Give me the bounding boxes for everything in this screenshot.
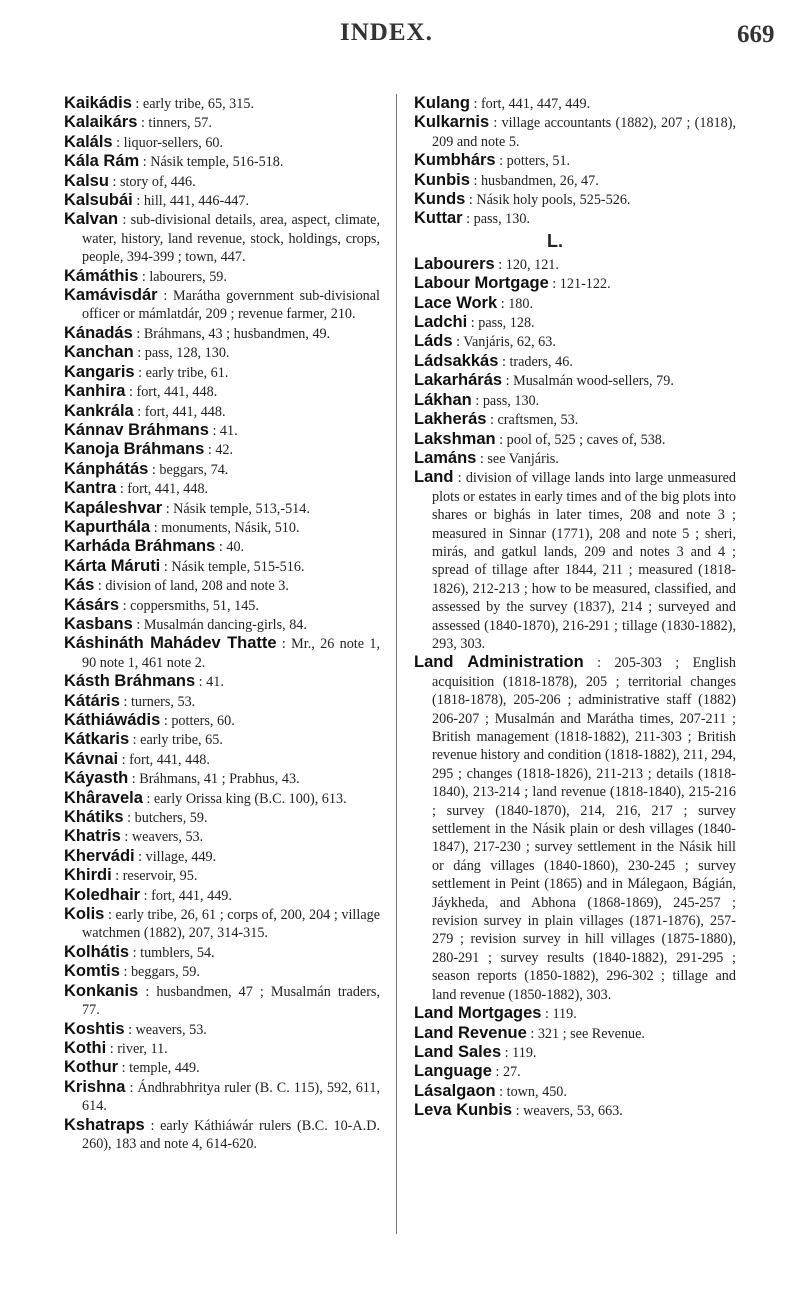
index-headword: Land Mortgages [414, 1004, 542, 1023]
index-headword: Kapáleshvar [64, 498, 163, 517]
index-entry [414, 391, 736, 410]
index-references: : story of, 446. [112, 173, 196, 190]
index-entry [64, 113, 380, 132]
section-letter: L. [547, 230, 563, 251]
index-headword: Kothi [64, 1038, 107, 1057]
index-headword: Koshtis [64, 1019, 125, 1038]
index-entry [64, 1058, 380, 1077]
index-headword: Komtis [64, 962, 120, 981]
index-references: : sub-divisional details, area, aspect, climate, water, history, land revenue, stock, holdings, crops, people, 394-399 ; town, 447. [82, 212, 381, 266]
index-headword: Káshináth Mahádev Thatte [64, 634, 277, 653]
index-references: : beggars, 59. [123, 964, 200, 981]
index-column-right [414, 94, 736, 1121]
index-headword: Krishna [64, 1077, 126, 1096]
index-entry [64, 421, 380, 440]
index-references: : fort, 441, 449. [143, 887, 232, 904]
index-entry [64, 518, 380, 537]
index-headword: Kolhátis [64, 942, 130, 961]
index-references: : labourers, 59. [141, 268, 227, 285]
index-references: : 41. [212, 422, 238, 439]
index-references: : see Vanjáris. [479, 450, 559, 467]
index-entry [64, 615, 380, 634]
index-references: : 180. [500, 295, 534, 312]
index-references: : fort, 441, 447, 449. [473, 96, 591, 112]
index-references: : early Orissa king (B.C. 100), 613. [146, 790, 347, 807]
index-entry [64, 324, 380, 343]
index-headword: Kanhira [64, 382, 126, 401]
index-headword: Kátkaris [64, 730, 130, 749]
index-entry [414, 371, 736, 390]
index-references: : town, 450. [499, 1083, 567, 1100]
column-divider [396, 94, 397, 1234]
index-references: : division of village lands into large unmeasured plots or estates in early times and of the big plots into shares or bighás in later times, 208 and note 3 ; measured in Sinnar (1771), 208 and note 5 ; sheri, mirás, and gatkul lands, 209 and notes 3 and 4 ; spread of tillage after 1844, 211 ; measured (1818-1826), 212-213 ; how to be measured, classified, and assessed by the survey (1837), 214 ; surveyed and assessed (1840-1870), 216-291 ; tillage (1830-1882), 293, 303. [432, 470, 736, 652]
index-headword: Kalsubái [64, 191, 133, 210]
index-references: : weavers, 53, 663. [515, 1103, 623, 1120]
index-references: : tumblers, 54. [132, 944, 215, 961]
index-references: : 205-303 ; English acquisition (1818-1878), 205 ; territorial changes (1818-1878), 205-206 ; administrative staff (1882) 206-207 ; Musalmán and Marátha times, 207-211 ; British management (1818-1882), 211-303 ; British revenue history and condition (1818-1882), 211, 294, 295 ; changes (1818-1826), 211-213 ; details (1818-1840), 213-214 ; land revenue (1818-1840), 215-216 ; survey (1840-1870), 214, 216, 217 ; survey settlement in the Násik plain or desh villages (1840-1847), 217-230 ; survey settlement in the Násik hill or dáng villages (1840-1860), 230-245 ; survey settlement in Peint (1865) and in Málegaon, Bágián, Jáykheda, and Abhona (1868-1869), 245-257 ; revision survey in plain villages (1871-1876), 257-279 ; revision survey in hill villages (1875-1880), 280-291 ; survey results (1840-1882), 291-295 ; season reports (1850-1882), 296-302 ; tillage and land revenue (1850-1882), 303. [432, 655, 737, 1003]
index-references: : river, 11. [109, 1040, 168, 1057]
index-headword: Lakshman [414, 429, 496, 448]
index-entry [64, 808, 380, 827]
index-references: : potters, 51. [499, 153, 571, 170]
index-references: : village, 449. [138, 848, 217, 865]
index-headword: Labour Mortgage [414, 274, 549, 293]
index-entry [64, 172, 380, 191]
index-entry [64, 1039, 380, 1058]
index-entry [414, 294, 736, 313]
index-headword: Kála Rám [64, 152, 140, 171]
index-headword: Khirdi [64, 866, 112, 885]
index-entry [64, 210, 380, 266]
index-headword: Leva Kunbis [414, 1101, 513, 1120]
index-entry [414, 274, 736, 293]
index-entry [64, 479, 380, 498]
index-references: : butchers, 59. [127, 810, 208, 827]
index-references: : fort, 441, 448. [121, 751, 210, 768]
index-references: : 119. [544, 1006, 577, 1023]
index-headword: Kantra [64, 479, 117, 498]
index-references: : 41. [198, 674, 224, 691]
index-entry [64, 440, 380, 459]
index-entry [64, 847, 380, 866]
index-headword: Kankrála [64, 401, 134, 420]
index-references: : pass, 128. [470, 315, 535, 332]
index-entry [414, 209, 736, 228]
index-entry [414, 410, 736, 429]
index-references: : Marátha government sub-divisional officer or mámlatdár, 209 ; revenue farmer, 210. [82, 288, 380, 323]
index-references: : Musalmán dancing-girls, 84. [136, 616, 307, 633]
index-headword: Kanchan [64, 343, 134, 362]
index-references: : Vanjáris, 62, 63. [456, 334, 556, 351]
index-headword: Kás [64, 576, 95, 595]
index-entry [414, 1082, 736, 1101]
index-entry [414, 113, 736, 151]
index-references: : temple, 449. [121, 1060, 200, 1077]
index-entry [414, 171, 736, 190]
index-references: : Mr., 26 note 1, 90 note 1, 461 note 2. [82, 636, 380, 671]
index-headword: Land [414, 468, 454, 487]
index-headword: Káthiáwádis [64, 711, 161, 729]
index-references: : 42. [207, 442, 234, 459]
index-references: : fort, 441, 448. [119, 481, 209, 498]
index-references: : liquor-sellers, 60. [116, 134, 224, 151]
index-references: : 120, 121. [498, 256, 559, 273]
index-headword: Kásth Bráhmans [64, 672, 196, 691]
index-references: : division of land, 208 and note 3. [97, 578, 289, 595]
index-references: : 40. [218, 539, 245, 556]
index-headword: Kunds [414, 190, 466, 209]
index-references: : tinners, 57. [140, 115, 212, 132]
index-references: : weavers, 53. [128, 1021, 207, 1038]
index-headword: Kumbhárs [414, 151, 496, 170]
index-headword: Kalvan [64, 210, 119, 229]
index-references: : Násik temple, 513,-514. [165, 500, 310, 517]
index-headword: Lakarhárás [414, 371, 503, 390]
index-references: : pool of, 525 ; caves of, 538. [499, 431, 666, 448]
index-headword: Kulang [414, 94, 470, 112]
index-entry [64, 1116, 380, 1154]
index-references: : Násik holy pools, 525-526. [468, 192, 631, 209]
index-headword: Kánphátás [64, 459, 149, 478]
index-headword: Kásárs [64, 595, 120, 614]
index-references: : Bráhmans, 43 ; husbandmen, 49. [136, 325, 331, 342]
index-headword: Kunbis [414, 170, 470, 189]
page-number: 669 [737, 21, 775, 48]
index-references: : hill, 441, 446-447. [136, 193, 250, 210]
index-headword: Land Revenue [414, 1023, 527, 1042]
index-headword: Kulkarnis [414, 113, 490, 132]
index-entry [414, 1024, 736, 1043]
index-entry [64, 596, 380, 615]
index-entry [414, 151, 736, 170]
index-headword: Kávnai [64, 749, 119, 768]
index-entry [64, 982, 380, 1020]
index-headword: Lakherás [414, 410, 487, 429]
index-entry [64, 499, 380, 518]
index-headword: Kaláls [64, 132, 113, 151]
index-references: : fort, 441, 448. [128, 384, 218, 401]
index-headword: Kuttar [414, 209, 463, 228]
index-references: : traders, 46. [501, 353, 573, 370]
page-header [0, 15, 800, 55]
index-entry [64, 692, 380, 711]
index-entry [64, 460, 380, 479]
index-headword: Kárta Máruti [64, 556, 161, 575]
index-references: : early tribe, 65, 315. [135, 96, 255, 112]
index-references: : weavers, 53. [124, 829, 204, 846]
index-entry [64, 191, 380, 210]
index-entry [64, 576, 380, 595]
index-references: : husbandmen, 26, 47. [473, 172, 599, 189]
index-entry [64, 286, 380, 324]
index-headword: Ládsakkás [414, 351, 499, 370]
index-references: : 27. [495, 1064, 521, 1081]
index-headword: Kolis [64, 905, 105, 924]
index-entry [414, 332, 736, 351]
index-headword: Khátiks [64, 808, 124, 827]
index-column-left [64, 94, 380, 1153]
index-headword: Lákhan [414, 390, 472, 409]
index-references: : Bráhmans, 41 ; Prabhus, 43. [131, 771, 300, 788]
index-references: : early tribe, 61. [138, 364, 229, 381]
index-entry [414, 190, 736, 209]
index-entry [414, 430, 736, 449]
index-headword: Láds [414, 332, 453, 351]
index-references: : reservoir, 95. [115, 868, 198, 885]
page-title: INDEX. [340, 19, 433, 46]
index-headword: Kalaikárs [64, 113, 138, 132]
index-entry [64, 94, 380, 113]
index-entry [414, 255, 736, 274]
index-entry [64, 343, 380, 362]
index-headword: Kánadás [64, 323, 133, 342]
index-headword: Koledhair [64, 885, 141, 904]
index-entry [414, 449, 736, 468]
index-entry [64, 1078, 380, 1116]
index-headword: Konkanis [64, 981, 139, 1000]
index-entry [64, 402, 380, 421]
index-entry [64, 711, 380, 730]
index-entry [64, 557, 380, 576]
index-headword: Lásalgaon [414, 1081, 496, 1100]
index-references: : Ándhrabhritya ruler (B. C. 115), 592, 611, 614. [82, 1079, 381, 1115]
index-entry [64, 866, 380, 885]
index-entry [414, 653, 736, 1004]
index-entry [64, 962, 380, 981]
index-references: : 321 ; see Revenue. [530, 1025, 645, 1042]
index-headword: Kamávisdár [64, 286, 158, 305]
index-headword: Khervádi [64, 846, 135, 865]
index-references: : turners, 53. [123, 693, 196, 710]
index-entry [64, 943, 380, 962]
index-headword: Kátáris [64, 691, 120, 710]
index-headword: Káyasth [64, 769, 129, 788]
index-headword: Kasbans [64, 614, 133, 633]
index-references: : early Káthiáwár rulers (B.C. 10-A.D. 260), 183 and note 4, 614-620. [82, 1117, 380, 1152]
index-headword: Khatris [64, 827, 121, 846]
index-entry [414, 1062, 736, 1081]
index-headword: Kámáthis [64, 266, 139, 285]
index-references: : beggars, 74. [151, 461, 229, 478]
index-entry [64, 363, 380, 382]
index-entry [414, 1101, 736, 1120]
index-entry [64, 789, 380, 808]
index-headword: Karháda Bráhmans [64, 537, 216, 556]
index-references: : pass, 130. [466, 211, 530, 228]
index-headword: Lace Work [414, 293, 498, 312]
index-headword: Kangaris [64, 362, 135, 381]
index-entry [64, 382, 380, 401]
index-entry [414, 94, 736, 113]
index-headword: Kapurthála [64, 517, 151, 536]
index-headword: Land Sales [414, 1042, 502, 1061]
index-entry [64, 886, 380, 905]
index-references: : coppersmiths, 51, 145. [122, 597, 259, 614]
index-references: : Musalmán wood-sellers, 79. [505, 373, 674, 390]
index-entry [414, 352, 736, 371]
index-headword: Language [414, 1062, 492, 1081]
index-headword: Kalsu [64, 171, 109, 190]
index-entry [64, 267, 380, 286]
index-entry [414, 313, 736, 332]
index-entry [414, 468, 736, 653]
index-group-k [414, 94, 736, 229]
index-references: : 119. [504, 1044, 537, 1061]
index-headword: Kanoja Bráhmans [64, 440, 205, 459]
index-entry [414, 1004, 736, 1023]
index-references: : Násik temple, 515-516. [163, 558, 305, 575]
index-entry [64, 152, 380, 171]
index-references: : early tribe, 65. [132, 732, 223, 749]
index-headword: Ladchi [414, 313, 468, 332]
index-entry [64, 730, 380, 749]
index-references: : pass, 130. [475, 392, 540, 409]
index-entry [414, 1043, 736, 1062]
index-references: : monuments, Násik, 510. [153, 519, 300, 536]
index-references: : pass, 128, 130. [137, 345, 230, 362]
index-references: : craftsmen, 53. [490, 412, 579, 429]
index-entry [64, 133, 380, 152]
index-entry [64, 1020, 380, 1039]
index-entry [64, 537, 380, 556]
index-references: : husbandmen, 47 ; Musalmán traders, 77. [82, 983, 381, 1019]
index-headword: Kánnav Bráhmans [64, 420, 209, 439]
index-headword: Khâravela [64, 788, 143, 807]
index-entry [64, 750, 380, 769]
index-references: : early tribe, 26, 61 ; corps of, 200, 204 ; village watchmen (1882), 207, 314-315. [82, 907, 381, 942]
index-headword: Kothur [64, 1058, 119, 1077]
index-references: : 121-122. [552, 276, 611, 293]
index-references: : Násik temple, 516-518. [142, 154, 284, 171]
index-references: : village accountants (1882), 207 ; (1818), 209 and note 5. [432, 115, 736, 150]
index-headword: Land Administration [414, 653, 584, 672]
index-references: : fort, 441, 448. [137, 403, 226, 420]
index-entry [64, 827, 380, 846]
index-group-l [414, 255, 736, 1121]
index-headword: Lamáns [414, 448, 477, 467]
index-headword: Kshatraps [64, 1115, 145, 1134]
index-headword: Labourers [414, 254, 495, 273]
index-entry [64, 769, 380, 788]
index-references: : potters, 60. [163, 713, 235, 729]
index-entry [64, 634, 380, 672]
index-headword: Kaikádis [64, 94, 132, 112]
index-entry [64, 905, 380, 943]
index-entry [64, 672, 380, 691]
